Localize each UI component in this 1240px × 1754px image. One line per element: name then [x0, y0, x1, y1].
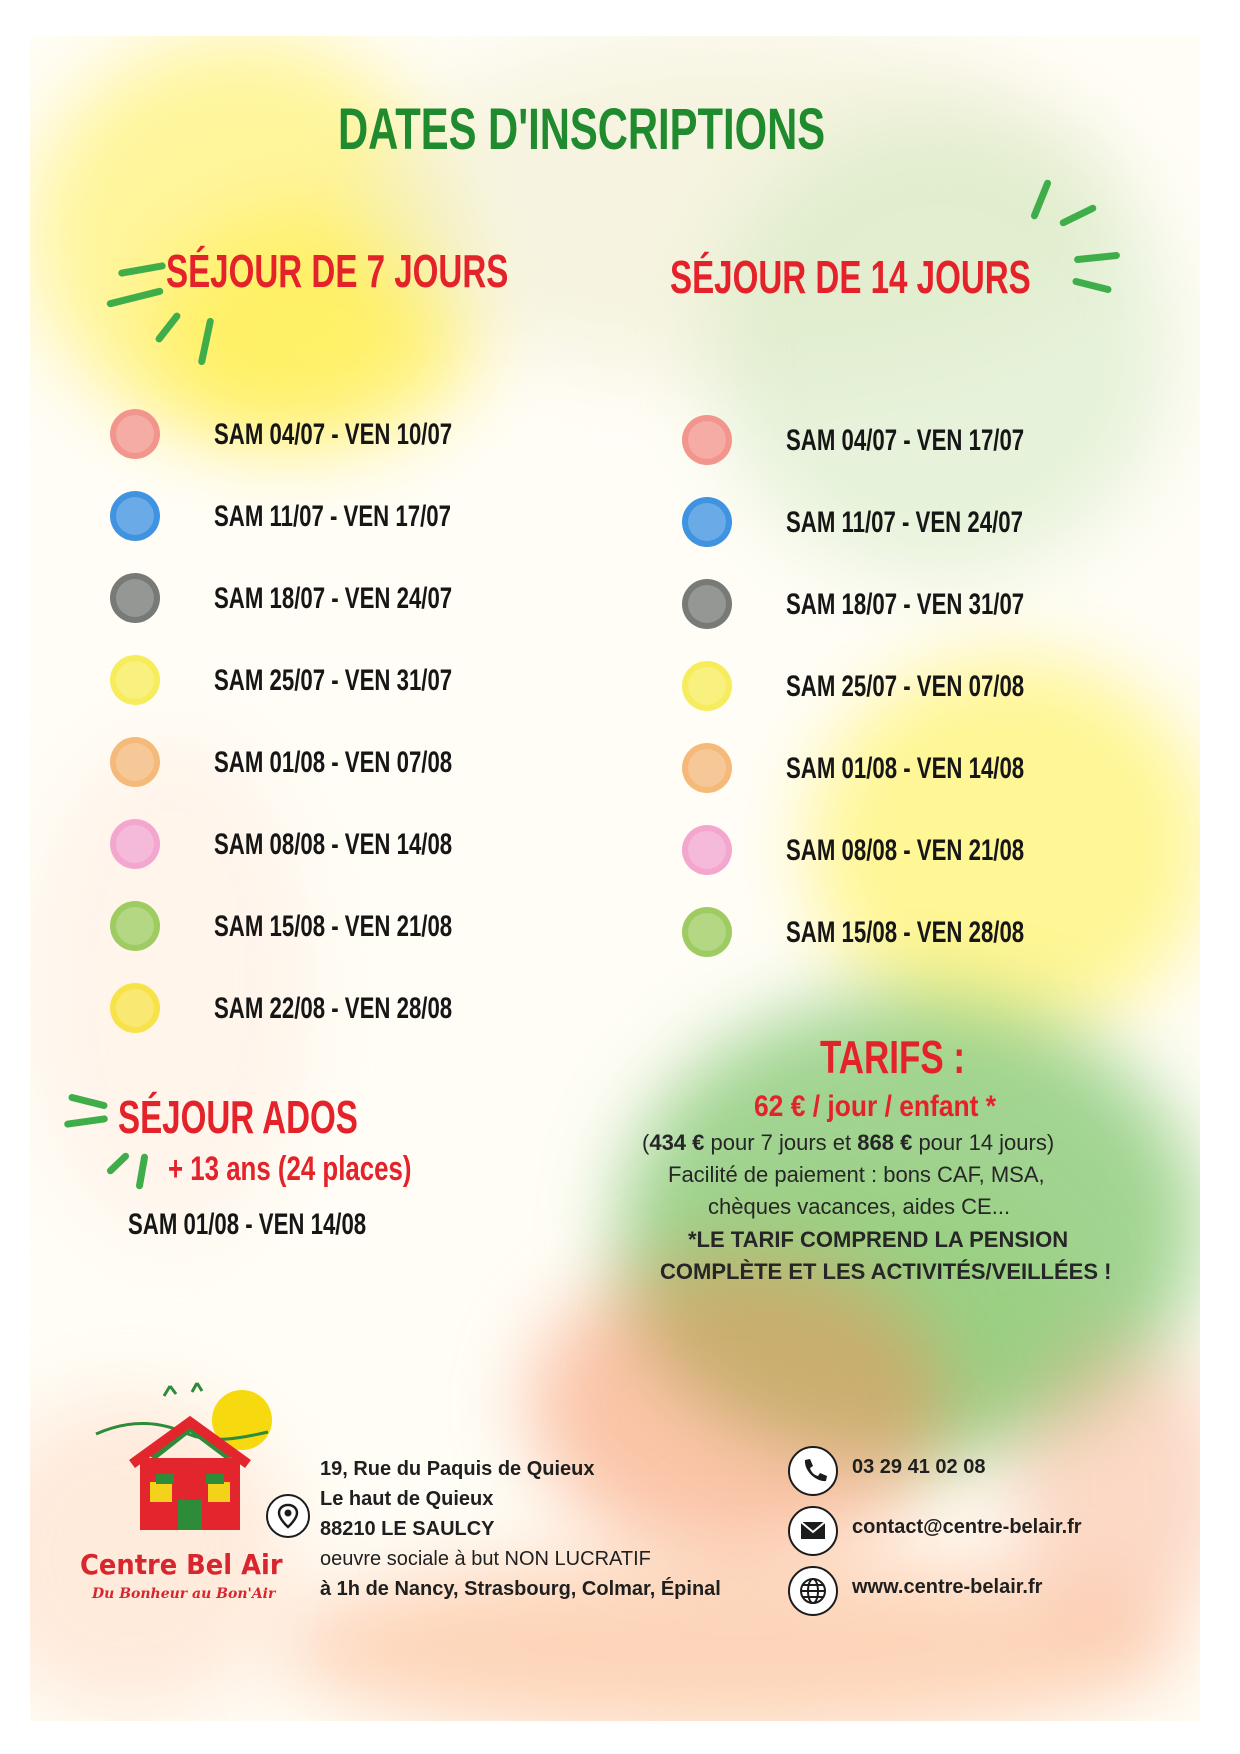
- date-range: SAM 08/08 - VEN 21/08: [786, 834, 1025, 867]
- date-range: SAM 08/08 - VEN 14/08: [214, 828, 453, 861]
- color-dot-icon: [682, 907, 732, 957]
- date-range: SAM 22/08 - VEN 28/08: [214, 992, 453, 1025]
- date-range: SAM 18/07 - VEN 31/07: [786, 588, 1025, 621]
- address-note: oeuvre sociale à but NON LUCRATIF: [320, 1548, 651, 1570]
- color-dot-icon: [110, 491, 160, 541]
- tarif-totals: (434 € pour 7 jours et 868 € pour 14 jours): [642, 1130, 1055, 1155]
- tarif-note: *LE TARIF COMPREND LA PENSION: [688, 1227, 1069, 1252]
- date-range: SAM 15/08 - VEN 21/08: [214, 910, 453, 943]
- phone-icon: [788, 1446, 838, 1496]
- page-title: DATES D'INSCRIPTIONS: [338, 97, 826, 162]
- tarif-note: COMPLÈTE ET LES ACTIVITÉS/VEILLÉES !: [660, 1259, 1112, 1284]
- address-locality: Le haut de Quieux: [320, 1488, 494, 1510]
- payment-info: Facilité de paiement : bons CAF, MSA,: [668, 1162, 1045, 1187]
- color-dot-icon: [110, 655, 160, 705]
- date-range: SAM 01/08 - VEN 07/08: [214, 746, 453, 779]
- color-dot-icon: [682, 825, 732, 875]
- color-dot-icon: [110, 901, 160, 951]
- color-dot-icon: [682, 743, 732, 793]
- address-postcode: 88210 LE SAULCY: [320, 1518, 495, 1540]
- sejour-ados-title: SÉJOUR ADOS: [118, 1091, 358, 1143]
- color-dot-icon: [682, 415, 732, 465]
- orange-watercolor: [530, 1256, 950, 1556]
- address-street: 19, Rue du Paquis de Quieux: [320, 1458, 595, 1480]
- date-range: SAM 18/07 - VEN 24/07: [214, 582, 453, 615]
- date-range: SAM 11/07 - VEN 24/07: [786, 506, 1023, 539]
- date-range: SAM 11/07 - VEN 17/07: [214, 500, 451, 533]
- logo-slogan: Du Bonheur au Bon'Air: [92, 1586, 276, 1602]
- color-dot-icon: [110, 983, 160, 1033]
- phone-number[interactable]: 03 29 41 02 08: [852, 1456, 986, 1478]
- color-dot-icon: [110, 737, 160, 787]
- globe-icon: [788, 1566, 838, 1616]
- centre-bel-air-logo: [92, 1378, 292, 1548]
- date-range: SAM 25/07 - VEN 07/08: [786, 670, 1025, 703]
- sejour-ados-subtitle: + 13 ans (24 places): [168, 1150, 412, 1188]
- date-range: SAM 01/08 - VEN 14/08: [786, 752, 1025, 785]
- price-7-days: 434 €: [649, 1130, 705, 1155]
- date-range: SAM 15/08 - VEN 28/08: [786, 916, 1025, 949]
- location-pin-icon: [266, 1494, 310, 1538]
- logo-name: Centre Bel Air: [80, 1548, 283, 1581]
- address-distance: à 1h de Nancy, Strasbourg, Colmar, Épinal: [320, 1578, 721, 1600]
- date-range: SAM 25/07 - VEN 31/07: [214, 664, 453, 697]
- color-dot-icon: [682, 579, 732, 629]
- color-dot-icon: [110, 573, 160, 623]
- sejour-14-title: SÉJOUR DE 14 JOURS: [670, 251, 1031, 303]
- color-dot-icon: [110, 819, 160, 869]
- color-dot-icon: [682, 497, 732, 547]
- sejour-ados-date: SAM 01/08 - VEN 14/08: [128, 1208, 367, 1241]
- email-link[interactable]: contact@centre-belair.fr: [852, 1516, 1082, 1538]
- date-range: SAM 04/07 - VEN 10/07: [214, 418, 453, 451]
- sejour-7-title: SÉJOUR DE 7 JOURS: [166, 245, 509, 297]
- tarif-price: 62 € / jour / enfant *: [754, 1090, 997, 1123]
- color-dot-icon: [682, 661, 732, 711]
- price-14-days: 868 €: [857, 1130, 913, 1155]
- mail-icon: [788, 1506, 838, 1556]
- website-link[interactable]: www.centre-belair.fr: [852, 1576, 1043, 1598]
- date-range: SAM 04/07 - VEN 17/07: [786, 424, 1025, 457]
- tarifs-title: TARIFS :: [820, 1031, 966, 1083]
- color-dot-icon: [110, 409, 160, 459]
- payment-info: chèques vacances, aides CE...: [708, 1194, 1011, 1219]
